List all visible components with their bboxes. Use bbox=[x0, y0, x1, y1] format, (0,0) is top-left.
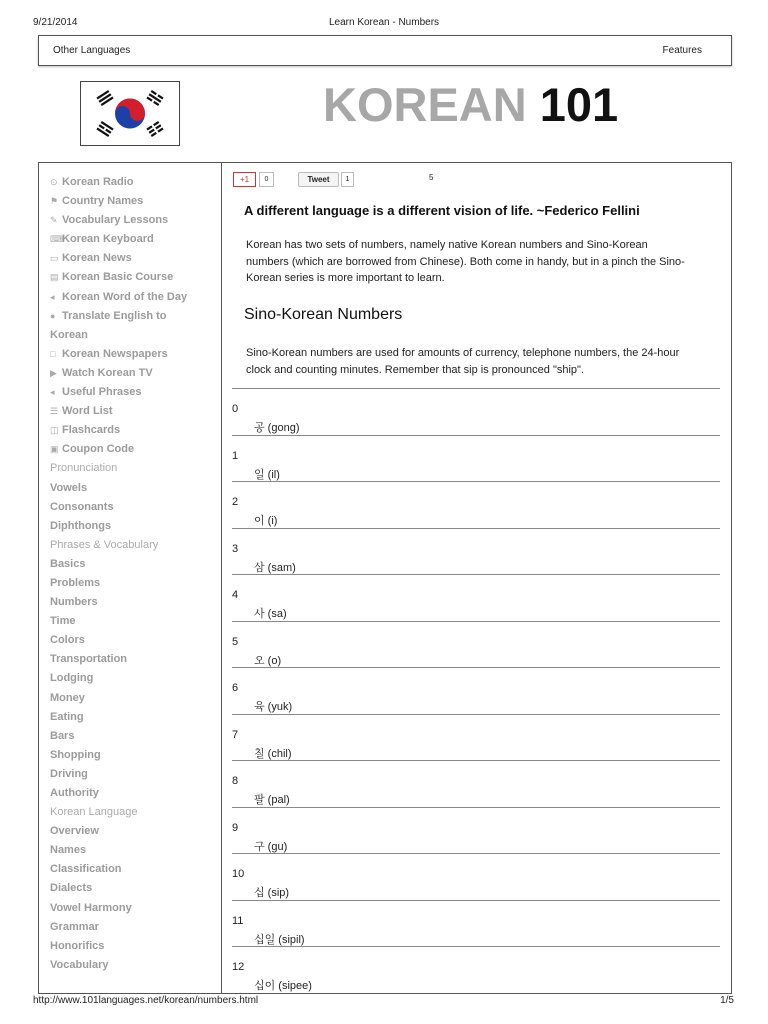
sidebar-item-label: Coupon Code bbox=[62, 443, 135, 456]
document-icon: □ bbox=[50, 348, 56, 359]
sidebar-item[interactable] bbox=[50, 402, 220, 421]
google-plus-count: 0 bbox=[259, 172, 274, 187]
google-plus-button[interactable]: +1 bbox=[233, 172, 256, 187]
sidebar-item-label: Translate English to bbox=[62, 309, 167, 322]
number-korean-word: 구 (gu) bbox=[254, 840, 288, 853]
flag-icon: ⚑ bbox=[50, 196, 59, 207]
sidebar-item[interactable] bbox=[50, 307, 220, 326]
sidebar-item[interactable] bbox=[50, 612, 220, 631]
coupon-icon: ▣ bbox=[50, 444, 59, 455]
number-row bbox=[232, 667, 720, 714]
sidebar-item[interactable] bbox=[50, 479, 220, 498]
sidebar-item[interactable] bbox=[50, 249, 220, 268]
other-languages-link[interactable]: Other Languages bbox=[53, 45, 131, 56]
sidebar-item[interactable] bbox=[50, 593, 220, 612]
number-digit: 7 bbox=[232, 728, 239, 741]
sidebar-item-label: Bars bbox=[50, 729, 75, 742]
speaker-icon: ◂ bbox=[50, 291, 55, 302]
number-digit: 1 bbox=[232, 449, 239, 462]
sidebar-item-label: Korean bbox=[50, 328, 88, 341]
keyboard-icon: ⌨ bbox=[50, 234, 63, 245]
number-digit: 8 bbox=[232, 775, 239, 787]
sidebar-item-label: Vowels bbox=[50, 481, 88, 494]
number-korean-word: 공 (gong) bbox=[254, 422, 300, 434]
list-icon: ☰ bbox=[50, 406, 59, 417]
sidebar-item[interactable] bbox=[50, 822, 220, 841]
sidebar-item[interactable] bbox=[50, 860, 220, 879]
sidebar-item-label: Transportation bbox=[50, 653, 128, 666]
number-digit: 9 bbox=[232, 821, 239, 834]
number-row bbox=[232, 528, 720, 575]
sidebar-item-label: Pronunciation bbox=[50, 462, 118, 475]
number-korean-word: 일 (il) bbox=[254, 468, 280, 481]
number-korean-word: 오 (o) bbox=[254, 654, 282, 667]
sidebar-item[interactable] bbox=[50, 727, 220, 746]
sidebar-item[interactable] bbox=[50, 383, 220, 402]
number-row bbox=[232, 946, 720, 993]
sidebar-item[interactable] bbox=[50, 784, 220, 803]
number-digit: 6 bbox=[232, 682, 239, 694]
sidebar-nav bbox=[50, 173, 220, 975]
sidebar-item[interactable] bbox=[50, 211, 220, 230]
number-row bbox=[232, 760, 720, 807]
print-date: 9/21/2014 bbox=[33, 17, 78, 28]
site-logo[interactable] bbox=[323, 77, 618, 132]
print-title: Learn Korean - Numbers bbox=[328, 17, 440, 28]
number-row bbox=[232, 388, 720, 435]
pencil-icon: ✎ bbox=[50, 215, 58, 226]
sidebar-item-label: Driving bbox=[50, 767, 88, 780]
number-korean-word: 십 (sip) bbox=[254, 887, 290, 899]
logo-korean-text: KOREAN bbox=[323, 78, 527, 131]
number-korean-word: 십일 (sipil) bbox=[254, 933, 305, 946]
number-row bbox=[232, 853, 720, 900]
sidebar-item-label: Consonants bbox=[50, 500, 114, 513]
sidebar-item-label: Flashcards bbox=[62, 424, 121, 437]
features-link[interactable]: Features bbox=[662, 45, 702, 56]
sidebar-item[interactable] bbox=[50, 288, 220, 307]
sidebar-item[interactable] bbox=[50, 498, 220, 517]
sidebar-item[interactable] bbox=[50, 192, 220, 211]
sidebar-item-label: Problems bbox=[50, 576, 101, 589]
number-korean-word: 삼 (sam) bbox=[254, 561, 296, 574]
sidebar-item[interactable] bbox=[50, 345, 220, 364]
sidebar-item-label: Korean Language bbox=[50, 806, 138, 819]
sidebar bbox=[38, 162, 221, 994]
number-korean-word: 이 (i) bbox=[254, 515, 278, 527]
sidebar-item[interactable] bbox=[50, 918, 220, 937]
logo-101-text: 101 bbox=[539, 78, 619, 131]
sidebar-item[interactable] bbox=[50, 937, 220, 956]
sidebar-item[interactable] bbox=[50, 631, 220, 650]
number-digit: 2 bbox=[232, 496, 239, 508]
sidebar-section-heading bbox=[50, 459, 220, 478]
sidebar-item[interactable] bbox=[50, 173, 220, 192]
sidebar-item[interactable] bbox=[50, 708, 220, 727]
sidebar-item-label: Phrases & Vocabulary bbox=[50, 538, 159, 551]
sidebar-item-label: Korean Keyboard bbox=[62, 233, 154, 246]
sidebar-item-label: Classification bbox=[50, 863, 122, 876]
sidebar-item[interactable] bbox=[50, 230, 220, 249]
sidebar-item-label: Dialects bbox=[50, 882, 93, 895]
facebook-like-count: 5 bbox=[429, 173, 434, 182]
sidebar-item-label: Grammar bbox=[50, 920, 99, 933]
number-korean-word: 팔 (pal) bbox=[254, 794, 290, 806]
number-digit: 4 bbox=[232, 589, 239, 601]
sidebar-item[interactable] bbox=[50, 268, 220, 287]
top-navigation-bar bbox=[38, 35, 732, 66]
cards-icon: ◫ bbox=[50, 425, 59, 436]
sidebar-item[interactable] bbox=[50, 574, 220, 593]
sidebar-item-label: Word List bbox=[62, 405, 113, 418]
sidebar-item[interactable] bbox=[50, 326, 220, 345]
tweet-button[interactable]: Tweet bbox=[298, 172, 339, 187]
book-icon: ▤ bbox=[50, 272, 59, 283]
sidebar-item-label: Basics bbox=[50, 557, 86, 570]
tweet-count: 1 bbox=[341, 172, 354, 187]
sidebar-item[interactable] bbox=[50, 421, 220, 440]
speaker-icon: ◂ bbox=[50, 387, 55, 398]
sidebar-item[interactable] bbox=[50, 879, 220, 898]
number-digit: 12 bbox=[232, 961, 245, 973]
sidebar-item-label: Numbers bbox=[50, 596, 98, 609]
sidebar-section-heading bbox=[50, 803, 220, 822]
number-row bbox=[232, 807, 720, 854]
sidebar-item[interactable] bbox=[50, 364, 220, 383]
sidebar-section-heading bbox=[50, 536, 220, 555]
main-content bbox=[221, 162, 732, 994]
sidebar-item-label: Time bbox=[50, 615, 76, 628]
number-row bbox=[232, 435, 720, 482]
number-korean-word: 육 (yuk) bbox=[254, 701, 293, 713]
sidebar-item-label: Honorifics bbox=[50, 939, 105, 952]
sidebar-item-label: Korean Basic Course bbox=[62, 271, 174, 284]
sidebar-item[interactable] bbox=[50, 956, 220, 975]
number-korean-word: 칠 (chil) bbox=[254, 747, 292, 760]
sidebar-item-label: Overview bbox=[50, 825, 99, 838]
sidebar-item-label: Names bbox=[50, 844, 87, 857]
numbers-list bbox=[232, 388, 720, 993]
sidebar-item[interactable] bbox=[50, 555, 220, 574]
section-heading: Sino-Korean Numbers bbox=[244, 306, 403, 323]
print-header bbox=[0, 0, 768, 30]
headphones-icon: ⊙ bbox=[50, 177, 58, 187]
sidebar-item[interactable] bbox=[50, 689, 220, 708]
sidebar-item-label: Korean Radio bbox=[62, 176, 134, 188]
play-icon: ▶ bbox=[50, 367, 57, 378]
sidebar-item-label: Vocabulary Lessons bbox=[62, 214, 169, 227]
section-paragraph: Sino-Korean numbers are used for amounts of currency, telephone numbers, the 24-hour clock and counting minutes. Remember that sip is pronounced "ship". bbox=[246, 347, 680, 376]
laptop-icon: ▭ bbox=[50, 253, 59, 264]
sidebar-item[interactable] bbox=[50, 841, 220, 860]
number-row bbox=[232, 481, 720, 528]
sidebar-item-label: Eating bbox=[50, 710, 84, 723]
number-digit: 11 bbox=[232, 914, 244, 927]
sidebar-item-label: Korean News bbox=[62, 252, 132, 265]
number-digit: 0 bbox=[232, 403, 239, 415]
korean-flag-image bbox=[80, 81, 180, 146]
number-row bbox=[232, 714, 720, 761]
sidebar-item[interactable] bbox=[50, 765, 220, 784]
number-digit: 5 bbox=[232, 635, 239, 648]
number-digit: 10 bbox=[232, 868, 245, 880]
number-row bbox=[232, 574, 720, 621]
sidebar-item[interactable] bbox=[50, 746, 220, 765]
sidebar-item[interactable] bbox=[50, 650, 220, 669]
number-korean-word: 십이 (sipee) bbox=[254, 980, 312, 992]
sidebar-item-label: Colors bbox=[50, 634, 85, 647]
sidebar-item-label: Korean Newspapers bbox=[62, 347, 168, 360]
sidebar-item-label: Authority bbox=[50, 787, 99, 799]
sidebar-item-label: Diphthongs bbox=[50, 519, 112, 532]
sidebar-item[interactable] bbox=[50, 669, 220, 688]
sidebar-item[interactable] bbox=[50, 440, 220, 459]
number-digit: 3 bbox=[232, 542, 239, 555]
intro-paragraph: Korean has two sets of numbers, namely native Korean numbers and Sino-Korean numbers (which are borrowed from Chinese). Both come in handy, but in a pinch the Sino-Korean series is more important to learn. bbox=[246, 239, 685, 284]
print-url: http://www.101languages.net/korean/numbers.html bbox=[33, 995, 259, 1006]
sidebar-item-label: Watch Korean TV bbox=[62, 366, 153, 379]
sidebar-item-label: Country Names bbox=[62, 195, 144, 208]
sidebar-item-label: Korean Word of the Day bbox=[62, 290, 188, 303]
number-row bbox=[232, 621, 720, 668]
sidebar-item[interactable] bbox=[50, 899, 220, 918]
sidebar-item-label: Lodging bbox=[50, 672, 94, 685]
number-row bbox=[232, 900, 720, 947]
number-korean-word: 사 (sa) bbox=[254, 608, 287, 620]
sidebar-item-label: Useful Phrases bbox=[62, 386, 142, 399]
sidebar-item-label: Shopping bbox=[50, 748, 101, 761]
sidebar-item-label: Vowel Harmony bbox=[50, 901, 132, 914]
quote-heading: A different language is a different vision of life. ~Federico Fellini bbox=[244, 203, 640, 218]
sidebar-item[interactable] bbox=[50, 517, 220, 536]
print-page-number: 1/5 bbox=[720, 995, 734, 1006]
sidebar-item-label: Vocabulary bbox=[50, 958, 109, 971]
sidebar-item-label: Money bbox=[50, 691, 85, 704]
chat-icon: ● bbox=[50, 310, 56, 321]
